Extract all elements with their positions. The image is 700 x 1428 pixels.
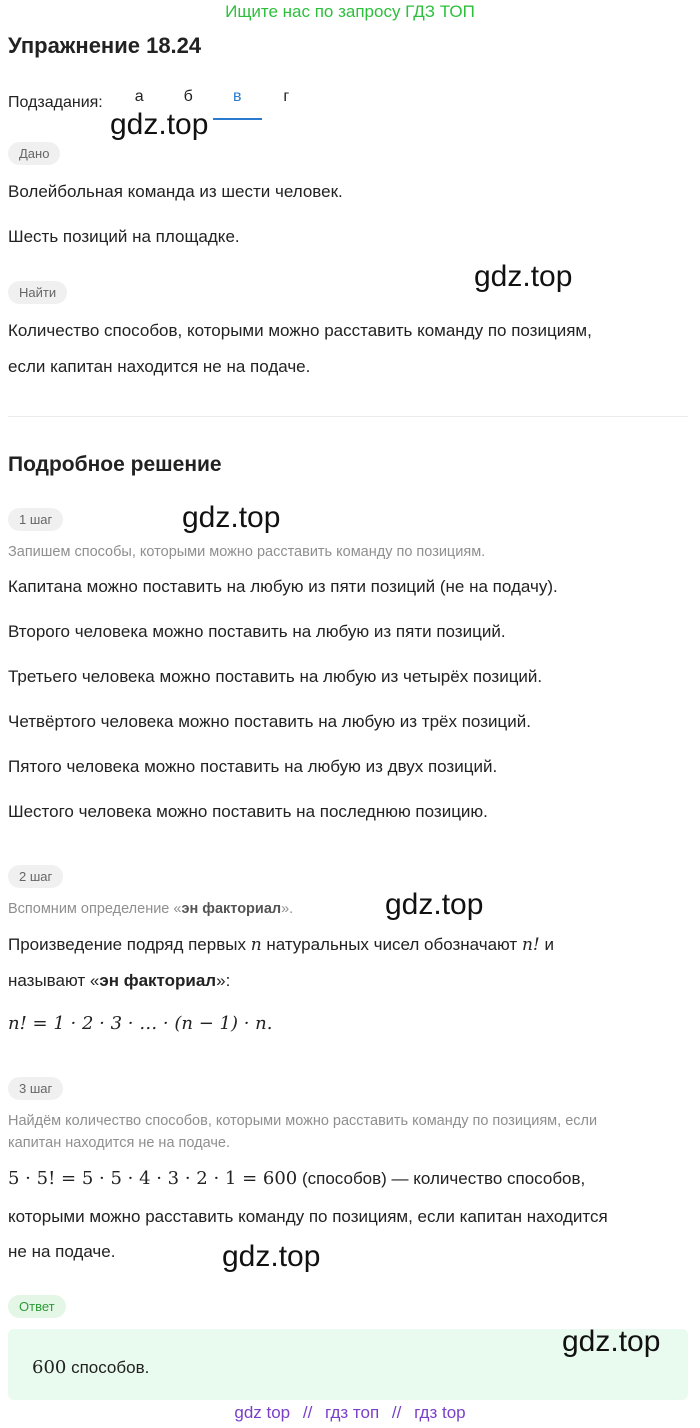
step2-line2-pre: называют « (8, 971, 100, 990)
page-title: Упражнение 18.24 (8, 33, 202, 58)
answer-text (32, 1357, 149, 1379)
answer-tag-wrap (8, 1295, 66, 1318)
step1-line-4: Четвёртого человека можно поставить на любую из трёх позиций. (8, 712, 531, 731)
step3-tag-wrap (8, 1077, 63, 1100)
watermark: gdz.top (110, 108, 209, 141)
watermark: gdz.top (562, 1325, 661, 1358)
step1-line-3: Третьего человека можно поставить на любую из четырёх позиций. (8, 667, 543, 686)
step2-hint-pre: Вспомним определение « (8, 901, 182, 917)
step2-tag: 2 шаг (8, 865, 63, 888)
footer-separator: // (302, 1403, 313, 1422)
step1-line-6: Шестого человека можно поставить на последнюю позицию. (8, 802, 488, 821)
watermark: gdz.top (182, 501, 281, 534)
step2-line2-post: »: (216, 971, 231, 990)
step2-hint-bold: эн факториал (181, 901, 282, 917)
tab-a[interactable]: а (134, 88, 144, 105)
step3-hint-1: Найдём количество способов, которыми можно расставить команду по позициям, если (8, 1113, 598, 1129)
find-tag: Найти (8, 281, 67, 304)
tab-b[interactable]: б (183, 88, 193, 105)
footer-link-gdz-top-mixed[interactable]: гдз top (414, 1403, 466, 1422)
step2-line-1 (8, 934, 554, 956)
watermark: gdz.top (222, 1240, 321, 1273)
find-line-1: Количество способов, которыми можно расставить команду по позициям, (8, 321, 592, 340)
given-tag: Дано (8, 142, 60, 165)
solution-title: Подробное решение (8, 453, 222, 476)
step2-line2-bold: эн факториал (99, 971, 217, 990)
factorial-formula: n! = 1 · 2 · 3 · … · (n − 1) · n. (8, 1013, 273, 1034)
footer-link-gdz-top-ru[interactable]: гдз топ (325, 1403, 380, 1422)
search-banner: Ищите нас по запросу ГДЗ ТОП (225, 2, 475, 21)
step1-line-2: Второго человека можно поставить на любую из пяти позиций. (8, 622, 506, 641)
given-tag-wrap (8, 142, 60, 165)
step3-line-3: не на подаче. (8, 1242, 116, 1261)
tab-v-active[interactable]: в (213, 86, 262, 120)
step1-hint: Запишем способы, которыми можно расставить команду по позициям. (8, 544, 486, 560)
step2-line1-mid: натуральных чисел обозначают (261, 935, 522, 954)
step3-hint-2: капитан находится не на подаче. (8, 1135, 230, 1151)
find-tag-wrap (8, 281, 67, 304)
given-line-1: Волейбольная команда из шести человек. (8, 182, 343, 201)
step2-tag-wrap (8, 865, 63, 888)
tab-g[interactable]: г (283, 88, 290, 105)
given-line-2: Шесть позиций на площадке. (8, 227, 240, 246)
step2-hint-line (8, 899, 293, 919)
watermark: gdz.top (385, 888, 484, 921)
step2-line1-sym: n! (521, 935, 540, 955)
step3-line1-rest: (способов) — количество способов, (297, 1169, 586, 1188)
answer-tag: Ответ (8, 1295, 66, 1318)
footer-separator: // (391, 1403, 402, 1422)
subtabs-label: Подзадания: (8, 94, 103, 111)
step1-line-5: Пятого человека можно поставить на любую из двух позиций. (8, 757, 498, 776)
footer-link-gdz-top[interactable]: gdz top (234, 1403, 291, 1422)
answer-number: 600 (32, 1357, 67, 1378)
answer-unit: способов. (66, 1358, 150, 1377)
step2-hint-post: ». (281, 901, 294, 917)
step1-tag: 1 шаг (8, 508, 63, 531)
step2-line1-var: n (250, 935, 262, 955)
section-divider (8, 416, 688, 417)
step2-line1-pre: Произведение подряд первых (8, 935, 251, 954)
step1-line-1: Капитана можно поставить на любую из пяти позиций (не на подачу). (8, 577, 558, 596)
footer-links (0, 1403, 700, 1423)
step3-tag: 3 шаг (8, 1077, 63, 1100)
find-line-2: если капитан находится не на подаче. (8, 357, 311, 376)
step3-line-2: которыми можно расставить команду по позициям, если капитан находится (8, 1207, 608, 1226)
step2-line1-post: и (539, 935, 554, 954)
step2-line-2 (8, 970, 230, 992)
step3-formula: 5 · 5! = 5 · 5 · 4 · 3 · 2 · 1 = 600 (8, 1168, 298, 1189)
step3-line-1 (8, 1168, 585, 1190)
watermark: gdz.top (474, 260, 573, 293)
step1-tag-wrap (8, 508, 63, 531)
